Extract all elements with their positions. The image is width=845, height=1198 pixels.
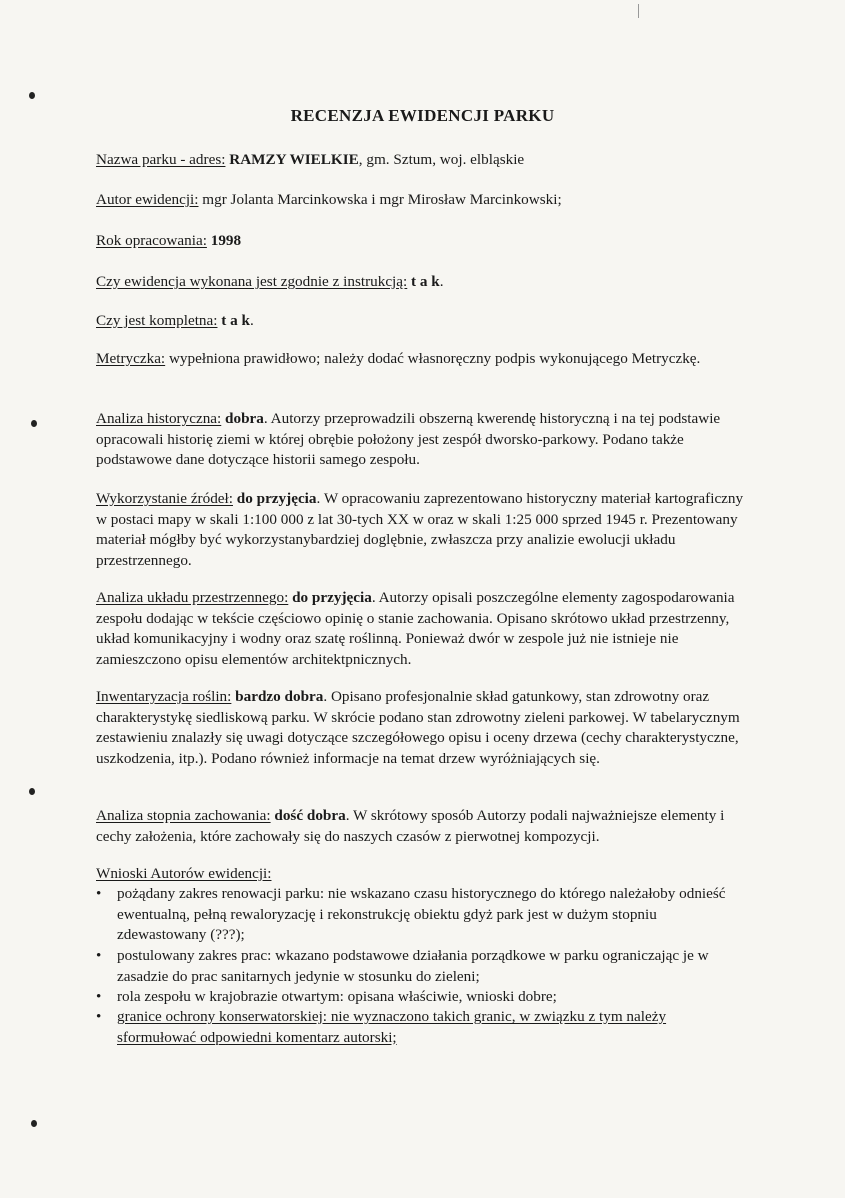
row-label: Nazwa parku - adres:	[96, 151, 226, 168]
row-nazwa	[96, 150, 746, 171]
row-rosliny	[96, 687, 746, 769]
punch-hole-mark	[31, 420, 37, 427]
row-value-bold: t a k	[221, 312, 250, 329]
row-value-bold: t a k	[411, 273, 440, 290]
row-value-bold: 1998	[210, 232, 242, 249]
punch-hole-mark	[29, 92, 35, 99]
row-zrodla	[96, 489, 746, 571]
row-metryczka	[96, 349, 746, 370]
row-label: Czy jest kompletna:	[96, 312, 218, 329]
row-value-tail: .	[249, 312, 254, 329]
row-value: wypełniona prawidłowo; należy dodać własnoręczny podpis wykonującego Metryczkę.	[165, 350, 701, 367]
list-item-text: postulowany zakres prac: wkazano podstawowe działania porządkowe w parku ograniczając je w zasadzie do prac sanitarnych jedynie w stosunku do zieleni;	[117, 947, 709, 985]
row-value: . Autorzy opisali poszczególne elementy zagospodarowania zespołu dodając w tekście częściowo opinię o stanie zachowania. Opisano skrótowo układ przestrzenny, układ komunikacyjny i wodny oraz szatę roślinną. Ponieważ dwór w zespole już nie istnieje nie zamieszczono opisu elementów architektpnicznych.	[96, 589, 735, 668]
bullet-icon: •	[96, 947, 102, 964]
row-rok	[96, 231, 746, 252]
list-item-text: pożądany zakres renowacji parku: nie wskazano czasu historycznego do którego należałoby odnieść ewentualną, pełną rewaloryzację i rekonstrukcję obiektu gdyż park jest w dużym stopniu zdewastowany (???);	[117, 885, 726, 943]
list-item	[96, 884, 746, 946]
row-label: Rok opracowania:	[96, 232, 207, 249]
list-item	[96, 1007, 746, 1048]
row-kompletna	[96, 311, 746, 332]
row-value-bold: dość dobra	[274, 807, 346, 824]
document-title: RECENZJA EWIDENCJI PARKU	[290, 106, 555, 125]
row-uklad	[96, 588, 746, 670]
row-value: . W skrótowy sposób Autorzy podali najważniejsze elementy i cechy założenia, które zachowały się do naszych czasów z pierwotnej kompozycji.	[96, 807, 725, 845]
list-item-text: granice ochrony konserwatorskiej: nie wyznaczono takich granic, w związku z tym należy sformułować odpowiedni komentarz autorski;	[117, 1008, 667, 1046]
bullet-icon: •	[96, 885, 102, 902]
row-value-bold: RAMZY WIELKIE	[229, 151, 359, 168]
wnioski-heading-label: Wnioski Autorów ewidencji:	[96, 865, 272, 882]
wnioski-heading	[96, 864, 746, 885]
row-historyczna	[96, 409, 746, 471]
row-value: . Opisano profesjonalnie skład gatunkowy, stan zdrowotny oraz charakterystykę siedliskową parku. W skrócie podano stan zdrowotny zieleni parkowej. W tabelarycznym zestawieniu znalazły się uwagi dotyczące szczegółowego opisu i oceny drzewa (cechy charakterystyczne, uszkodzenia, itp.). Podano również informacje na temat drzew wyróżniających się.	[96, 688, 740, 767]
row-value: mgr Jolanta Marcinkowska i mgr Mirosław Marcinkowski;	[198, 191, 562, 208]
row-stopien	[96, 806, 746, 847]
row-label: Analiza historyczna:	[96, 410, 222, 427]
punch-hole-mark	[31, 1120, 37, 1127]
row-label: Autor ewidencji:	[96, 191, 199, 208]
row-label: Wykorzystanie źródeł:	[96, 490, 233, 507]
row-value: . Autorzy przeprowadzili obszerną kwerendę historyczną i na tej podstawie opracowali historię ziemi w której obrębie położony jest zespół dworsko-parkowy. Podano także podstawowe dane dotyczące historii samego zespołu.	[96, 410, 721, 468]
bullet-icon: •	[96, 988, 102, 1005]
row-value-bold: bardzo dobra	[235, 688, 324, 705]
list-item-text: rola zespołu w krajobrazie otwartym: opisana właściwie, wnioski dobre;	[117, 988, 557, 1005]
list-item	[96, 946, 746, 987]
row-label: Analiza układu przestrzennego:	[96, 589, 289, 606]
row-label: Metryczka:	[96, 350, 166, 367]
row-value: , gm. Sztum, woj. elbląskie	[358, 151, 525, 168]
row-value-bold: dobra	[225, 410, 264, 427]
row-autor	[96, 190, 746, 211]
row-value-bold: do przyjęcia	[292, 589, 372, 606]
row-instrukcja	[96, 272, 746, 293]
scan-mark	[638, 4, 639, 18]
punch-hole-mark	[29, 788, 35, 795]
row-label: Analiza stopnia zachowania:	[96, 807, 271, 824]
row-label: Inwentaryzacja roślin:	[96, 688, 232, 705]
row-value: . W opracowaniu zaprezentowano historyczny materiał kartograficzny w postaci mapy w skali 1:100 000 z lat 30-tych XX w oraz w skali 1:25 000 sprzed 1945 r. Prezentowany materiał mógłby być wykorzystanybardziej doglębnie, zwłaszcza przy analizie ewolucji układu przestrzennego.	[96, 490, 744, 569]
row-value-tail: .	[439, 273, 444, 290]
row-value-bold: do przyjęcia	[236, 490, 317, 507]
list-item	[96, 987, 746, 1008]
row-label: Czy ewidencja wykonana jest zgodnie z instrukcją:	[96, 273, 408, 290]
bullet-icon: •	[96, 1008, 102, 1025]
